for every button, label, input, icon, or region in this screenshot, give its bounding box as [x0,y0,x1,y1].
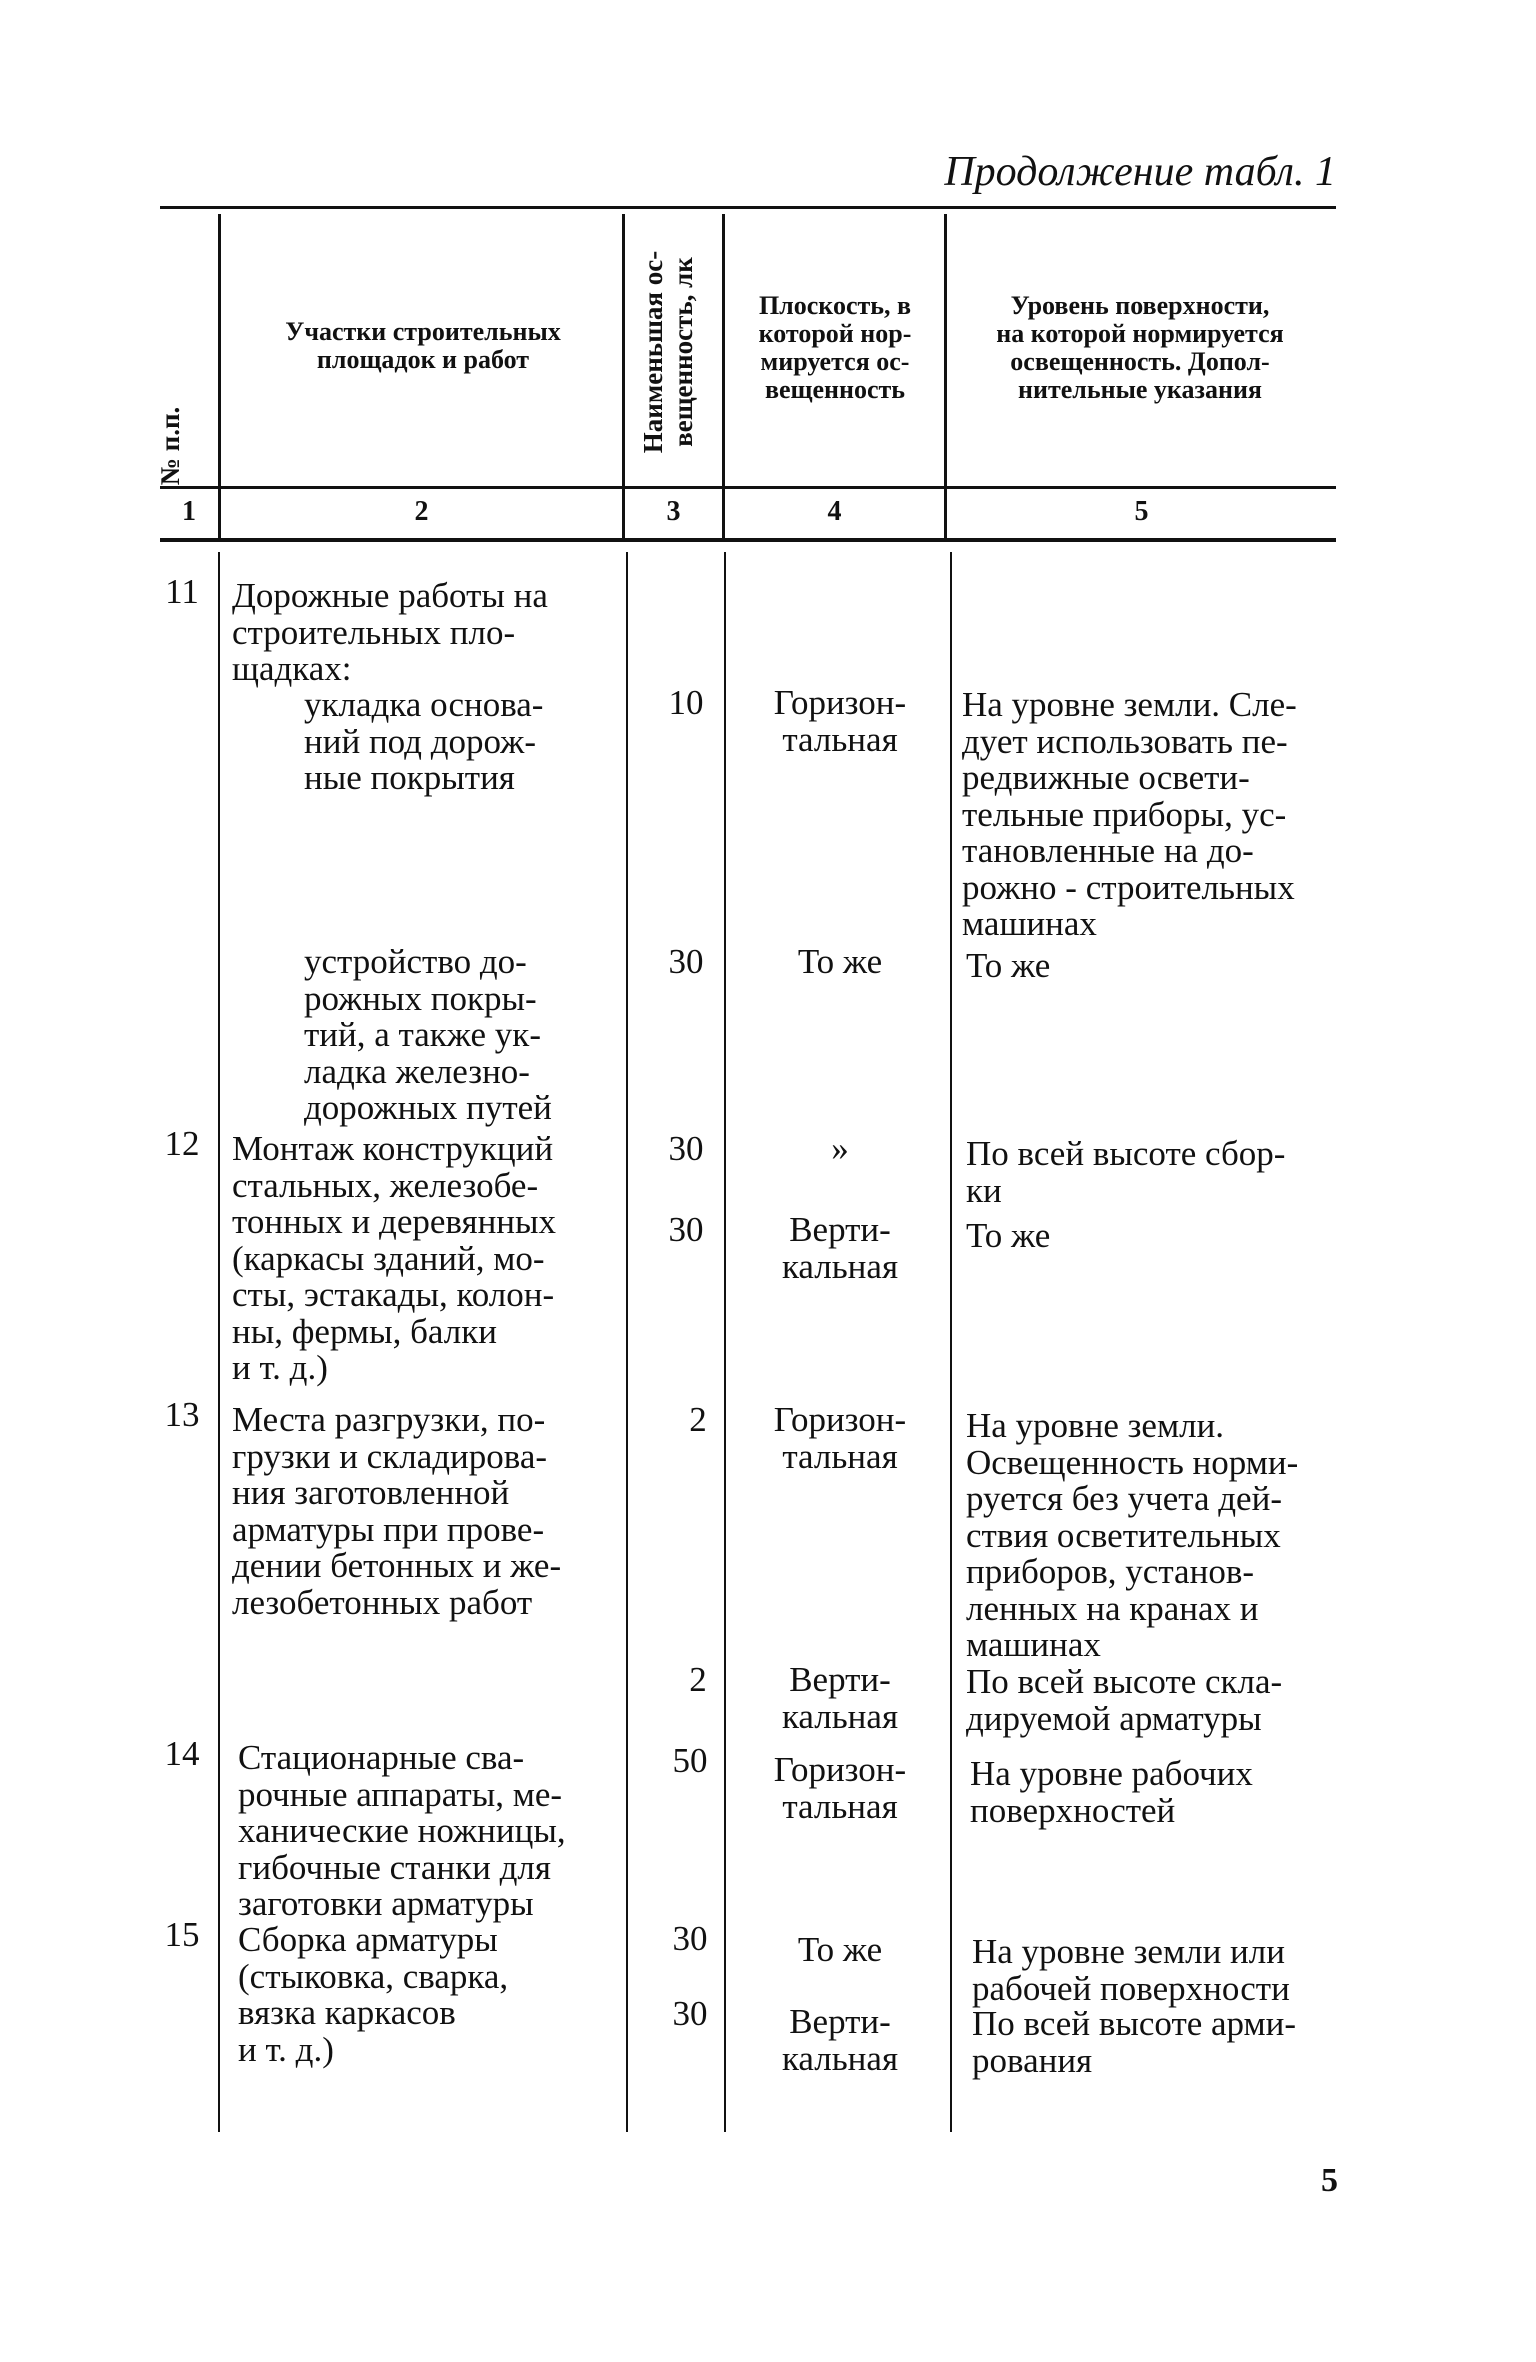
row-15-level-2: По всей высоте арми- рования [972,2004,1297,2080]
row-15-plane-1: То же [797,1930,883,1969]
header-divider-1 [218,214,221,486]
header-divider-2 [622,214,625,486]
row-11a-work: укладка основа- ний под дорож- ные покрытия [304,685,544,797]
column-number-1: 1 [182,496,196,527]
row-15-illuminance-2: 30 [672,1994,708,2033]
header-min-illuminance: Наименьшая ос- вещенность, лк [638,250,698,454]
body-divider-3 [724,552,726,2132]
row-12-level-1: По всей высоте сбор- ки [966,1134,1286,1210]
row-11b-work: устройство до- рожных покры- тий, а также ук- ладка железно- дорожных путей [304,942,552,1127]
row-15-number: 15 [164,1915,200,1954]
row-13-illuminance-1: 2 [689,1400,707,1439]
body-divider-1 [218,552,220,2132]
row-11b-illuminance: 30 [668,942,704,981]
row-13-work: Места разгрузки, по- грузки и складирова- ния заготовленной арматуры при прове- дении бетонных и же- лезобетонных работ [232,1400,562,1622]
row-15-level-1: На уровне земли или рабочей поверхности [972,1932,1290,2008]
row-13-plane-1: Горизон- тальная [773,1400,907,1476]
row-12-plane-2: Верти- кальная [781,1210,899,1286]
row-14-work: Стационарные сва- рочные аппараты, ме- ханические ножницы, гибочные станки для заготовки арматуры [238,1738,566,1923]
header-divider-3 [722,214,725,486]
row-11-title: Дорожные работы на строительных пло- щадках: [232,576,548,688]
table-continuation-caption: Продолжение табл. 1 [944,149,1336,195]
row-13-level-1: На уровне земли. Освещенность норми- руется без учета дей- ствия осветительных приборов, установ- ленных на кранах и машинах [966,1406,1299,1664]
row-12-illuminance-2: 30 [668,1210,704,1249]
column-number-bottom-rule [160,538,1336,542]
row-11b-plane: То же [797,942,883,981]
row-13-number: 13 [164,1395,200,1434]
row-11b-level: То же [966,946,1051,985]
row-11a-illuminance: 10 [668,683,704,722]
row-14-number: 14 [164,1734,200,1773]
header-number: № п.п. [155,406,185,486]
header-plane: Плоскость, в которой нор- мируется ос- вещенность [758,291,912,404]
column-number-5: 5 [1134,496,1149,527]
table-top-rule [160,206,1336,209]
body-divider-4 [950,552,952,2132]
column-number-3: 3 [666,496,681,527]
column-number-4: 4 [827,496,842,527]
row-14-illuminance: 50 [672,1741,708,1780]
row-15-work: Сборка арматуры (стыковка, сварка, вязка каркасов и т. д.) [238,1920,509,2069]
column-number-2: 2 [414,496,429,527]
row-15-illuminance-1: 30 [672,1919,708,1958]
header-surface-level: Уровень поверхности, на которой нормируется освещенность. Допол- нительные указания [996,291,1284,404]
row-15-plane-2: Верти- кальная [781,2002,899,2078]
row-11-number: 11 [165,572,199,611]
body-divider-2 [626,552,628,2132]
header-divider-4 [944,214,947,486]
row-12-illuminance-1: 30 [668,1129,704,1168]
row-13-level-2: По всей высоте скла- дируемой арматуры [966,1662,1283,1738]
row-14-level: На уровне рабочих поверхностей [970,1754,1253,1830]
row-13-illuminance-2: 2 [689,1660,707,1699]
row-12-plane-1: » [831,1129,849,1168]
row-11a-level: На уровне земли. Сле- дует использовать пе- редвижные освети- тельные приборы, ус- тановленные на до- рожно - строительных машинах [962,685,1297,943]
page-number: 5 [1321,2162,1338,2199]
header-sites-and-works: Участки строительных площадок и работ [285,317,561,374]
row-13-plane-2: Верти- кальная [781,1660,899,1736]
header-bottom-rule [160,486,1336,489]
row-12-level-2: То же [966,1216,1051,1255]
row-12-work: Монтаж конструкций стальных, железобе- тонных и деревянных (каркасы зданий, мо- сты, эстакады, колон- ны, фермы, балки и т. д.) [232,1129,557,1387]
row-14-plane: Горизон- тальная [773,1750,907,1826]
row-11a-plane: Горизон- тальная [773,683,907,759]
row-12-number: 12 [164,1124,200,1163]
